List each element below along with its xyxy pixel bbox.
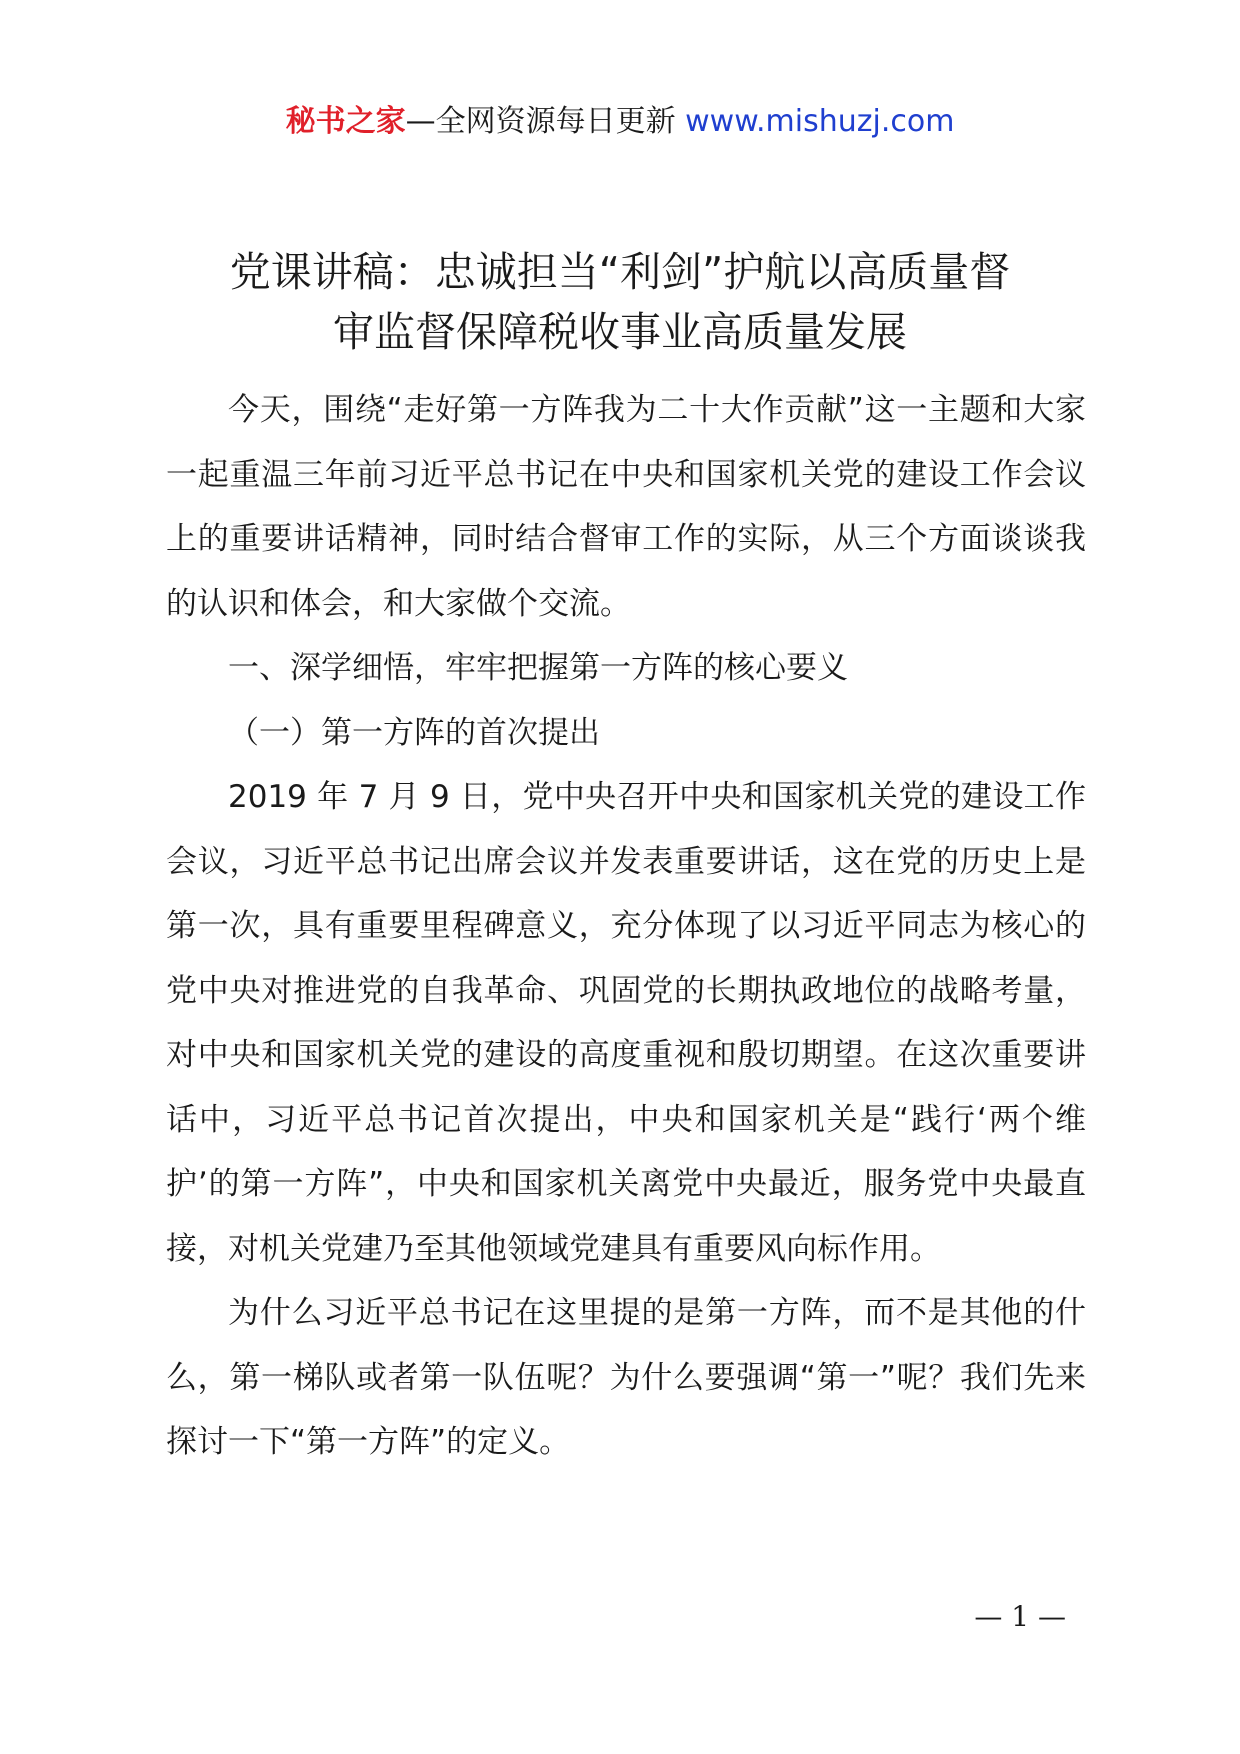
subsection-heading-1: （一）第一方阵的首次提出 bbox=[228, 714, 600, 751]
site-brand: 秘书之家 bbox=[285, 104, 406, 139]
body-paragraph-1: 2019 年 7 月 9 日，党中央召开中央和国家机关党的建设工作会议，习近平总书记出席会议并发表重要讲话，这在党的历史上是第一次，具有重要里程碑意义，充分体现了以习近平同志为核心的党中央对推进党的自我革命、巩固党的长期执政地位的战略考量，对中央和国家机关党的建设的高度重视和殷切期望。在这次重要讲话中，习近平总书记首次提出，中央和国家机关是“践行‘两个维护’的第一方阵”，中央和国家机关离党中央最近，服务党中央最直接，对机关党建乃至其他领域党建具有重要风向标作用。 bbox=[166, 779, 1086, 1267]
document-body bbox=[166, 378, 1086, 1475]
page-number: — 1 — bbox=[974, 1600, 1066, 1633]
title-line-2: 审监督保障税收事业高质量发展 bbox=[333, 308, 907, 356]
title-line-1: 党课讲稿：忠诚担当“利剑”护航以高质量督 bbox=[229, 248, 1011, 296]
intro-paragraph: 今天，围绕“走好第一方阵我为二十大作贡献”这一主题和大家一起重温三年前习近平总书记在中央和国家机关党的建设工作会议上的重要讲话精神，同时结合督审工作的实际，从三个方面谈谈我的认识和体会，和大家做个交流。 bbox=[166, 392, 1086, 622]
section-heading-1: 一、深学细悟，牢牢把握第一方阵的核心要义 bbox=[228, 650, 848, 686]
site-url-link[interactable]: www.mishuzj.com bbox=[685, 104, 955, 139]
site-tagline: —全网资源每日更新 bbox=[405, 104, 676, 139]
body-paragraph-2: 为什么习近平总书记在这里提的是第一方阵，而不是其他的什么，第一梯队或者第一队伍呢？为什么要强调“第一”呢？我们先来探讨一下“第一方阵”的定义。 bbox=[166, 1295, 1086, 1460]
document-title bbox=[150, 242, 1090, 362]
site-header bbox=[0, 102, 1240, 142]
